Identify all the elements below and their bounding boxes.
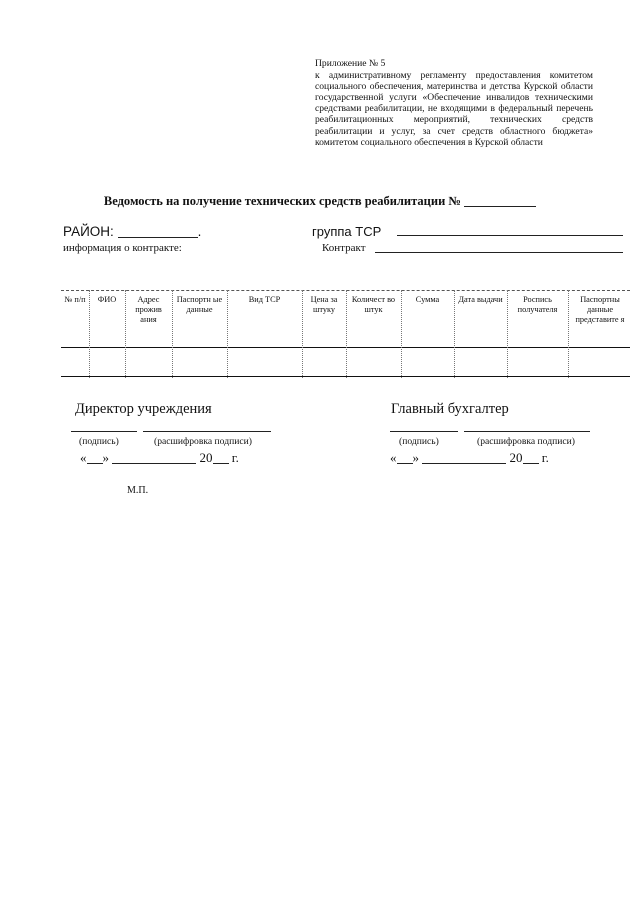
tsr-group-label: группа ТСР xyxy=(312,224,382,239)
table-header-cell: № п/п xyxy=(64,295,86,304)
table-header-cell: Паспортны данные представите я xyxy=(575,295,625,324)
date-month-blank[interactable] xyxy=(422,451,506,464)
appendix-body: к административному регламенту предоставления комитетом социального обеспечения, материнства и детства Курской области государственной услуги «Обеспечение инвалидов техническими средствами реабилитации, не входящими в федеральный перечень реабилитационных мероприятий, технических средств реабилитации и услуг, за счет средств областного бюджета» комитетом социального обеспечения в Курской области xyxy=(315,70,593,148)
date-close-quote: » xyxy=(412,450,419,465)
table-col-divider xyxy=(125,290,126,378)
date-day-blank[interactable] xyxy=(397,451,413,464)
table-header-cell: Паспортн ые данные xyxy=(176,295,223,314)
contract-label: Контракт xyxy=(322,242,366,254)
director-decode-line[interactable] xyxy=(143,431,271,432)
director-sign-line[interactable] xyxy=(71,431,137,432)
district-label: РАЙОН: xyxy=(63,224,114,239)
document-title-text: Ведомость на получение технических средств реабилитации № xyxy=(103,194,461,208)
table-col-divider xyxy=(507,290,508,378)
accountant-decode-line[interactable] xyxy=(464,431,590,432)
district-blank[interactable] xyxy=(118,225,198,238)
accountant-date xyxy=(390,450,549,466)
table-col-divider xyxy=(172,290,173,378)
table-col-divider xyxy=(454,290,455,378)
district-field xyxy=(63,224,201,239)
director-date xyxy=(80,450,239,466)
date-open-quote: « xyxy=(80,450,87,465)
table-header-cell: Количест во штук xyxy=(351,295,396,314)
date-year-blank[interactable] xyxy=(213,451,229,464)
accountant-sign-label: (подпись) xyxy=(399,436,439,447)
table-header-cell: Дата выдачи xyxy=(458,295,503,304)
date-year: 20 xyxy=(199,450,213,465)
director-decode-label: (расшифровка подписи) xyxy=(154,436,252,447)
date-open-quote: « xyxy=(390,450,397,465)
date-year-blank[interactable] xyxy=(523,451,539,464)
table-col-divider xyxy=(401,290,402,378)
contract-blank[interactable] xyxy=(375,252,623,253)
table-header-cell: Сумма xyxy=(415,295,440,304)
appendix-block xyxy=(315,58,593,148)
accountant-title: Главный бухгалтер xyxy=(391,401,509,417)
table-header-cell: Цена за штуку xyxy=(310,295,338,314)
stamp-label: М.П. xyxy=(127,485,149,496)
table-header-cell: Роспись получателя xyxy=(517,295,558,314)
director-title: Директор учреждения xyxy=(75,401,212,417)
table-col-divider xyxy=(302,290,303,378)
date-day-blank[interactable] xyxy=(87,451,103,464)
table-col-divider xyxy=(568,290,569,378)
accountant-decode-label: (расшифровка подписи) xyxy=(477,436,575,447)
tsr-group-blank[interactable] xyxy=(397,235,623,236)
date-year-suffix: г. xyxy=(231,450,239,465)
table-col-divider xyxy=(89,290,90,378)
table-col-divider xyxy=(346,290,347,378)
appendix-title: Приложение № 5 xyxy=(315,58,386,69)
table-header-cell: Адрес прожив ания xyxy=(135,295,162,324)
date-year-suffix: г. xyxy=(541,450,549,465)
director-sign-label: (подпись) xyxy=(79,436,119,447)
document-number-blank[interactable] xyxy=(464,195,536,207)
date-close-quote: » xyxy=(102,450,109,465)
document-title xyxy=(0,194,640,209)
date-month-blank[interactable] xyxy=(112,451,196,464)
issuance-table xyxy=(61,290,630,378)
accountant-sign-line[interactable] xyxy=(390,431,458,432)
date-year: 20 xyxy=(509,450,523,465)
contract-info-label: информация о контракте: xyxy=(63,242,182,254)
table-col-divider xyxy=(227,290,228,378)
table-header-cell: ФИО xyxy=(97,295,117,304)
district-suffix: . xyxy=(197,224,202,239)
table-header-cell: Вид ТСР xyxy=(248,295,281,304)
